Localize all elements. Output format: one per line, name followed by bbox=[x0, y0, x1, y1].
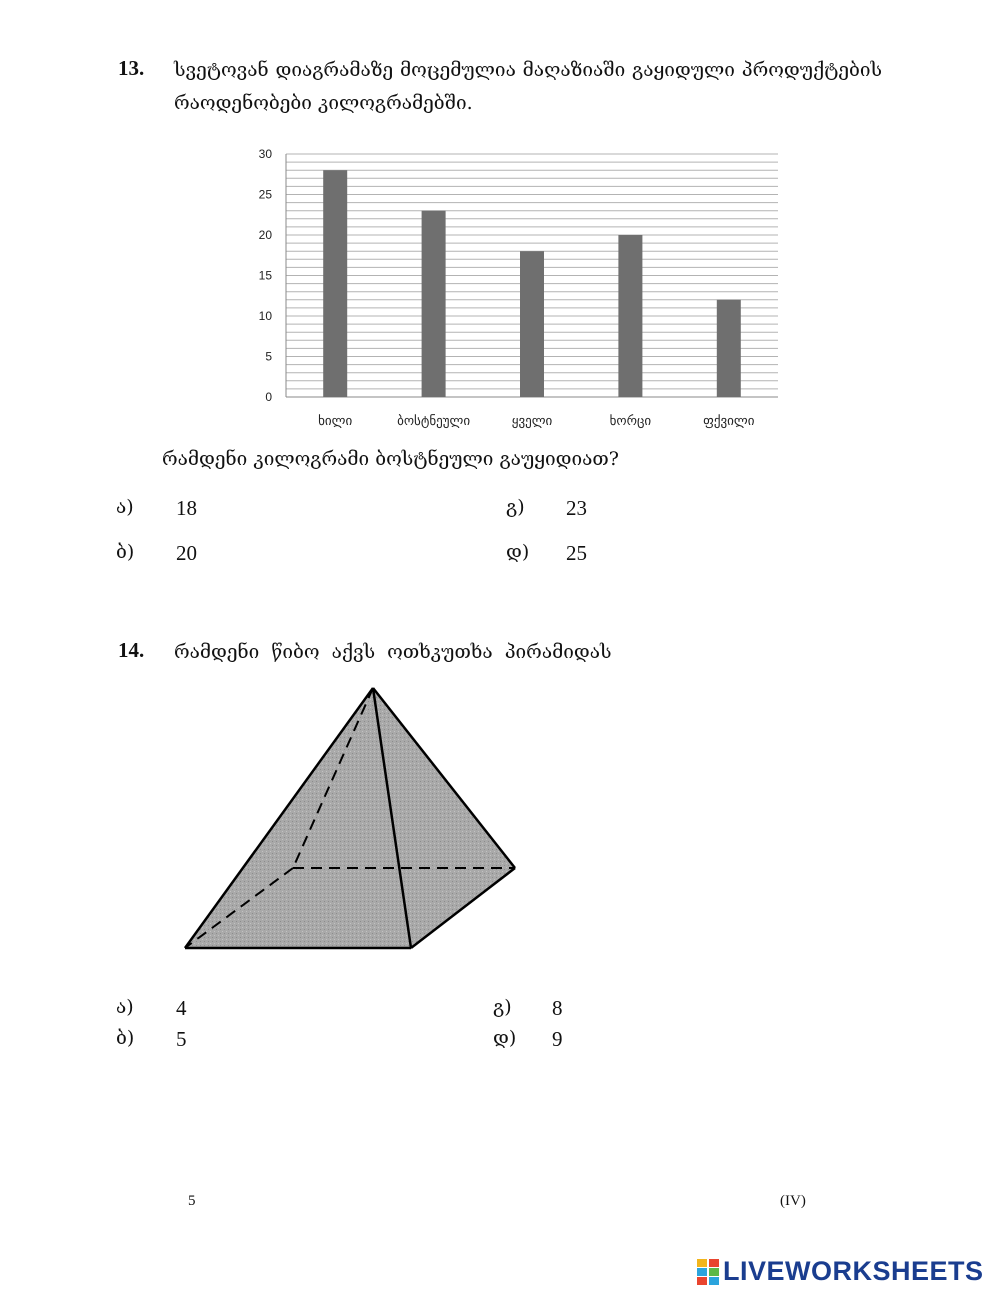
bar-2 bbox=[422, 211, 446, 397]
bar-5 bbox=[717, 300, 741, 397]
q13-option-g-label: გ) bbox=[506, 496, 525, 518]
liveworksheets-brand-name: LIVEWORKSHEETS bbox=[723, 1256, 984, 1286]
q13-option-b-value[interactable]: 20 bbox=[176, 541, 197, 565]
y-tick-label: 25 bbox=[258, 187, 272, 202]
q13-option-b-label: ბ) bbox=[116, 541, 135, 563]
y-tick-label: 10 bbox=[258, 309, 272, 323]
q14-option-g-value[interactable]: 8 bbox=[552, 996, 563, 1020]
pyramid-faces bbox=[185, 688, 515, 948]
x-category-label: ფქვილი bbox=[703, 413, 755, 428]
bar-chart bbox=[240, 140, 800, 440]
bar-3 bbox=[520, 251, 544, 397]
liveworksheets-logo-icon bbox=[697, 1259, 719, 1285]
q14-option-g-label: გ) bbox=[493, 996, 512, 1018]
q14-text: რამდენი წიბო აქვს ოთხკუთხა პირამიდას bbox=[174, 641, 612, 663]
y-tick-label: 15 bbox=[258, 268, 272, 283]
x-category-label: ხილი bbox=[318, 413, 353, 428]
pyramid-figure bbox=[175, 680, 525, 960]
q13-option-a-value[interactable]: 18 bbox=[176, 496, 197, 520]
y-tick-label: 20 bbox=[258, 228, 272, 242]
q14-option-d-value[interactable]: 9 bbox=[552, 1027, 563, 1051]
q13-question: რამდენი კილოგრამი ბოსტნეული გაუყიდიათ? bbox=[162, 448, 619, 470]
bar-4 bbox=[618, 235, 642, 397]
y-tick-label: 0 bbox=[265, 390, 272, 404]
pyramid-front-face bbox=[185, 688, 411, 948]
x-category-label: ხორცი bbox=[609, 413, 652, 428]
q13-option-d-label: დ) bbox=[506, 541, 530, 563]
variant-label: (IV) bbox=[780, 1193, 806, 1209]
q14-option-b-label: ბ) bbox=[116, 1027, 135, 1049]
q14-option-d-label: დ) bbox=[493, 1027, 517, 1049]
x-category-label: ყველი bbox=[511, 413, 553, 428]
q13-option-d-value[interactable]: 25 bbox=[566, 541, 587, 565]
x-category-label: ბოსტნეული bbox=[397, 413, 471, 428]
q14-option-a-label: ა) bbox=[116, 996, 134, 1018]
y-tick-label: 5 bbox=[265, 349, 272, 364]
y-tick-label: 30 bbox=[258, 147, 272, 161]
bar-1 bbox=[323, 170, 347, 397]
page-number: 5 bbox=[188, 1193, 196, 1209]
q13-number: 13. bbox=[118, 56, 145, 80]
q14-number: 14. bbox=[118, 638, 145, 662]
q14-option-b-value[interactable]: 5 bbox=[176, 1027, 187, 1051]
q13-text: სვეტოვან დიაგრამაზე მოცემულია მაღაზიაში გაყიდული პროდუქტების რაოდენობები კილოგრამებში. bbox=[174, 59, 882, 115]
liveworksheets-logo[interactable] bbox=[697, 1256, 984, 1287]
q14-option-a-value[interactable]: 4 bbox=[176, 996, 187, 1020]
q13-option-g-value[interactable]: 23 bbox=[566, 496, 587, 520]
q13-option-a-label: ა) bbox=[116, 496, 134, 518]
